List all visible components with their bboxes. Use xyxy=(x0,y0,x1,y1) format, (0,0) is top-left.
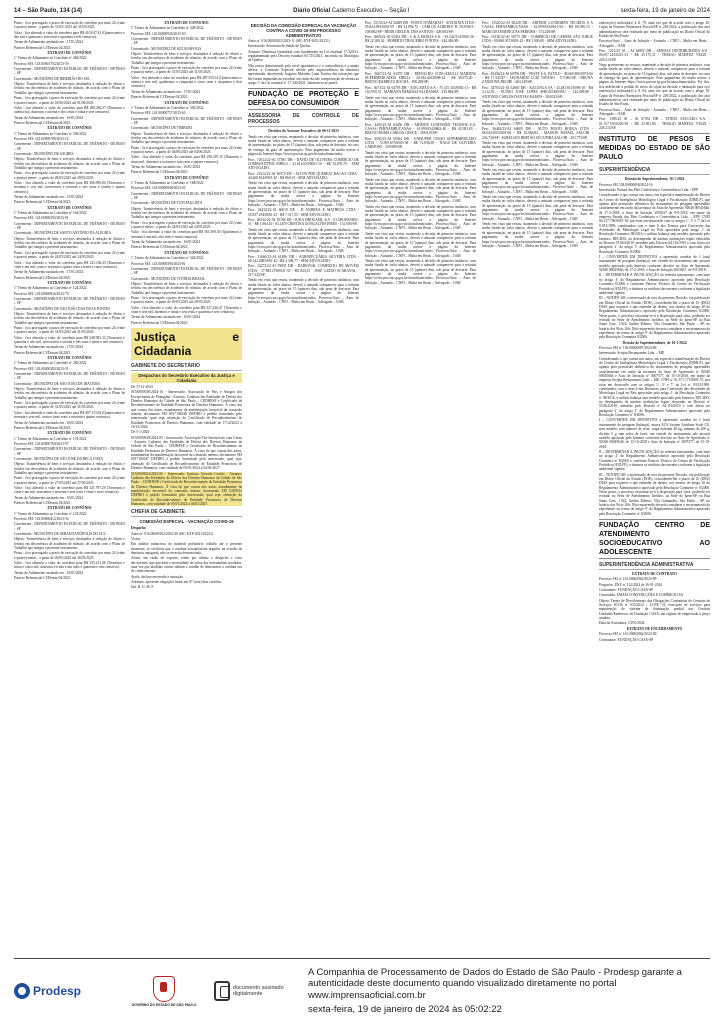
decision-paragraph: I – CONVERTER EM DEFINITIVA a apreensão cautelar de 1 (um) instrumento de pesagem (balança), marca ACS System Attribute Scale CE, sem modelo, sem número de série, carga máxima 40 kg, mínima de 200 g, divisão 5 g sem selos de lacre, em virtude do instrumento não possuir modelo aprovado pelo Inmetro conforme descrito no Auto de Apreensão nº 92040 00045646, de 15-10-2018 e Auto de Infração nº 3007377, de 15-10-2018; xyxy=(599,418,710,449)
section-title-fundacao-casa: FUNDAÇÃO CENTRO DE ATENDIMENTO SOCIOEDUCATIVO AO ADOLESCENTE xyxy=(599,519,710,559)
procon-repeat-paragraph: Tendo em vista que restou, mantendo a decisão de primeira instância, com multa fixada no valor abaixo, deverá o autuado comparecer para a retirada de apresentação, no prazo de 15 (quinze) dias, sob pena de descarte. Para pagamento da multa acesse a página da Internet https://www.procon.sp.gov.br/autosfinanciados. Processo/Auto – Auto de Infração – Autuado – CNPJ – Multa em Reais – Advogado – OAB xyxy=(365,44,476,71)
extract-line: Conveniado : MUNICÍPIO DE SÃO JOÃO DAS DUAS PONTES xyxy=(14,306,111,311)
prodesp-logo xyxy=(14,983,114,999)
procon-process-item: Proc. 4402/23-AI 64456 DB - ARTHUR LUNDGREN TECIDOS S.A. CASAS PERNAMBUCANAS - 61.099.834/0862-40 - R$ 43.383,83 - BRUNO BORIS CARLOS CROCE - 258.819/SP; xyxy=(365,122,476,136)
section-title-justica: Justiça e Cidadania xyxy=(131,328,242,360)
page-date: sexta-feira, 19 de janeiro de 2024 xyxy=(620,8,710,14)
subsection-administrativa: SUPERINTENDÊNCIA ADMINISTRATIVA xyxy=(599,562,710,570)
decision-paragraph: II – DETERMINAR A INUTILIZAÇÃO da referida instrumento, com base no artigo 4º do Regulamento Administrativo aprovado pela Resolução Conmetro 8/2006 e conforme Parecer Técnico do Centro de Verificação Periódica (ANLFF), e destinar os resíduos decorrentes conforme a legislação ambiental vigente; xyxy=(599,273,710,295)
procon-process-item: Proc. 26542/22-AI 10186 DE - RAIA DROGASIL S/A - 61.585.865/0001-51 - R$ 1.064,10 - ELLEN CRISTINA GONÇALVES PIRES - 131.600/SP; xyxy=(248,217,359,227)
vistos: Vistos. xyxy=(131,536,141,541)
extract-line: Parecer Referencial CJ/Detran 04/2023 xyxy=(131,245,188,250)
decision-heading: Decisão do Superintendente, de 16-1-2024 xyxy=(622,340,687,345)
extract-line: Termo de Aditamento assinado em : 16/01/2024 xyxy=(14,420,84,425)
procon-repeat-paragraph: Tendo em vista que restou, mantendo a decisão de primeira instância, com multa fixada no valor abaixo, deverá o autuado comparecer para a retirada de apresentação, no prazo de 15 (quinze) dias, sob pena de descarte. Para pagamento da multa acesse a página da Internet https://www.procon.sp.gov.br/autosfinanciados. Processo/Auto – Auto de Infração – Autuado – CNPJ – Multa em Reais – Advogado – OAB xyxy=(482,168,593,194)
despacho-date: De 17-12-2023 xyxy=(131,384,153,389)
procon-process-item: Proc. 3667/22-AI 63379 DB - REINALDO CONCAROLLI MARTINS SUPERMERCADOS EIRELI - 20.944.403/0008-44 - R$ 30.075,20 - BRUNO BARRETO ROCHA - 398.298/SP; xyxy=(365,71,476,85)
extract-line: Objeto: Transferência de bens e serviços destinados à redução de óbitos e feridos em decorrência de acidentes de trânsito, de acordo com o Plano de Trabalho que integra o presente instrumento. xyxy=(14,462,125,475)
comissao-paragraph: Intí. R. G. M. F. xyxy=(131,585,154,590)
extract-line: Objeto: Transferência de bens e serviços destinados à redução de óbitos e feridos em decorrência de acidentes de trânsito, de acordo com o Plano de Trabalho que integra o presente instrumento. xyxy=(14,537,125,551)
extract-line: Valor : fica alterado o valor do convênio para R$ 348.983,33 (Trezentos e quarenta e oito mil, novecentos e oitenta e três reais e trinta e três centavos). xyxy=(14,335,125,344)
extract-heading: EXTRATO DE CONVÊNIO xyxy=(47,431,92,436)
page-footer xyxy=(14,962,710,1020)
extract-line: 1º Termo de Aditamento ao Convênio nº 168/2022 xyxy=(131,181,204,185)
paper-title: Diário Oficial Caderno Executivo – Seção I xyxy=(293,8,410,14)
extract-line: Convenente : DEPARTAMENTO ESTADUAL DE TRÂNSITO - DETRAN – SP xyxy=(14,372,125,381)
extract-line: Prazo : fica prorrogado o prazo de execução do convênio por mais 24 (vinte e quatro) meses , a partir de 31/05/2023 até 31/05/2025. xyxy=(14,325,125,335)
extract-line: Valor : fica alterado o valor do convênio para R$ 321.797,29 (Trezentos e vinte e um mil, setecentos e noventa e sete reais e vinte e nove centavos). xyxy=(14,485,125,495)
extract-line: Processo SEI: 143.00000757/2023-63 xyxy=(131,111,186,116)
vacinacao-paragraph: Assunto: Denúncia formulada com fundamento na Lei estadual 17.320/21, regulamentada pelo Decreto estadual 65.725/2021, incorrida no Município de Queluz. xyxy=(248,49,359,63)
procon-process-item: Proc. 34272/22-AI 59835 DB - RADIONAL COMERCIO DE MOVEIS LTDA - 57.885.278/0021-35 - R$ 843,35 - JOSÉ GUIDO SCARANAL - 217.325/SP; xyxy=(248,264,359,278)
columns xyxy=(14,21,710,953)
extract-line: Valor : fica alterado o valor do convênio para R$ 335.231,48 (Trezentos e trinta e cinco mil, duzentos e trinta e um reais e quarenta e oito centavos). xyxy=(14,561,125,570)
extract-line: Valor : fica alterado o valor do convênio para R$ 561.008,30 (Quinhentos e sessenta e um mil, oito reais e trinta centavos). xyxy=(131,230,242,239)
extract-line: Termo de Aditamento assinado em : 16/01/2024 xyxy=(131,240,201,245)
extract-line: Parecer Referencial CJ/Detran 04/2023 xyxy=(131,320,188,325)
decision-paragraph: Interessado: Paraná dos Pães Confeitaria e Conveniência Ltda. - EPP xyxy=(599,187,699,192)
extract-heading: EXTRATO DE CONVÊNIO xyxy=(164,175,209,180)
state-crest-icon xyxy=(153,976,175,1002)
closure-extract-heading: EXTRATO DE ENCERRAMENTO xyxy=(626,626,683,631)
subsection-gabinete: GABINETE DO SECRETÁRIO xyxy=(131,363,242,371)
procon-repeat-paragraph: Tendo em vista que restou, mantendo a decisão de primeira instância, com multa fixada no valor abaixo, deverá o autuado comparecer para a retirada de apresentação, no prazo de 15 (quinze) dias, sob pena de descarte. Para pagamento da multa acesse a página da Internet https://www.procon.sp.gov.br/autosfinanciados. Processo/Auto – Auto de Infração – Autuado – CNPJ – Multa em Reais – Advogado – OAB xyxy=(248,278,359,305)
procon-repeat-paragraph: Tendo em vista que restou, mantendo a decisão de primeira instância, com multa fixada no valor abaixo, deverá o autuado comparecer para a retirada de apresentação, no prazo de 15 (quinze) dias, sob pena de descarte. Para pagamento da multa acesse a página da Internet https://www.procon.sp.gov.br/autosfinanciados. Processo/Auto – Auto de Infração – Autuado – CNPJ – Multa em Reais – Advogado – OAB xyxy=(482,195,593,221)
comissao-paragraph: Em análise minuciosa do material probatório colhido até o presente momento, se verificou que a conduta extrapolatória arguida, na ocasião da denúncia inaugural, não se revestiu demonstrada. xyxy=(131,542,242,555)
extract-line: Objeto: Transferência de bens e serviços destinados à redução de óbitos e feridos em decorrência de acidentes de trânsito, de acordo com o Plano de Trabalho que integra o presente instrumento. xyxy=(14,387,125,400)
extract-line: Prazo : fica prorrogado o prazo de execução do convênio por mais 24 (vinte e quatro) meses , a partir de 24/05/2023 até 24/05/2025. xyxy=(131,220,242,230)
extract-line: Prazo : fica prorrogado o prazo de execução do convênio por mais 24 (vinte e quatro) meses , a partir de 31/05/2023 até 31/05/2025. xyxy=(131,66,242,75)
vacinacao-paragraph: Autos nº 016.00000102/2023-11 (SIC-EXP-2021/02121) xyxy=(248,39,331,43)
extract-line: Termo de Aditamento assinado em : 16/01/2024 xyxy=(131,315,201,320)
procon-process-item: Proc. 16130/22-AI 56775 DB - COMERCIO DE CARNES SÃO JORGE LTDA - 00.868.037/0001-43 - R$ 1.000,00 - SEM ADVOGADO; xyxy=(482,35,593,44)
extract-line: Conveniado : MUNICÍPIO DE RIBEIRÃO DO SUL xyxy=(14,76,91,81)
procon-repeat-paragraph: Tendo em vista que restou, mantendo a decisão de primeira instância, com multa fixada no valor abaixo, deverá o autuado comparecer para a retirada de apresentação, no prazo de 15 (quinze) dias, sob pena de descarte. Para pagamento da multa acesse a página da Internet https://www.procon.sp.gov.br/autosfinanciados. Processo/Auto – Auto de Infração – Autuado – CNPJ – Multa em Reais – Advogado – OAB xyxy=(482,140,593,167)
extract-line: Processo SEI: 143.00000948/2023-05 xyxy=(131,186,186,191)
procon-repeat-paragraph: Tendo em vista que restou, mantendo a decisão de primeira instância, com multa fixada no valor abaixo, deverá o autuado comparecer para a retirada de apresentação, no prazo de 15 (quinze) dias, sob pena de descarte. Para pagamento da multa acesse a página da Internet https://www.procon.sp.gov.br/autosfinanciados. Processo/Auto – Auto de Infração – Autuado – CNPJ – Multa em Reais – Advogado – OAB xyxy=(482,44,593,71)
extract-line: Conveniado : MUNICÍPIO DE SEBASTIANÓPOLIS DO SUL xyxy=(14,532,106,537)
government-logo xyxy=(114,976,214,1007)
extract-line: 1º Termo de Aditamento ao Convênio nº 484/2022 xyxy=(14,56,87,61)
procon-process-item: Proc. 30456/22-AI 60706 DB - VESTE S.A. ESTILO - 49.669.856/0074-60 - R$ 17.543,87 - LEONARDO LUIZ TAVANO - 173.965/SP - BRUNA ZANDONA BECHE - 463.349/SP; xyxy=(482,71,593,85)
column-1 xyxy=(14,21,125,953)
procon-process-item: Proc. 4592/23-AI 65564 DB - UNISUPER UNIAO SUPERMERCADO LTDA - 72.995.673/0003-38 - R$ 72.838,38 - TIAGO DE OLIVEIRA CARDOSO - 359.689/SP; xyxy=(365,136,476,150)
extract-line: 1º Termo de Aditamento ao Convênio nº 365/2022 xyxy=(14,361,87,366)
despacho-paragraph: 015/0000018/2024-05 - Interessado: Associação The Invencíveis com Causa - Assunto: Cadastro das Entidades de Defesa dos Direitos Humanos da Cidade de São Paulo – CEDHESP e Certificado de Reconhecimento de Entidade Promotora de Direitos Humanos. À vista do que consta dos autos, notadamente da manifestação favorável da comissão interna, documento SEI 0017182047 DEFIRO o pedido formulado pelo interessado, qual seja, obtenção do Certificado de Reconhecimento de Entidade Promotora de Direitos Humanos, com validade de 05/01/2024 a 04/01/2027. xyxy=(131,435,242,471)
comissao-paragraph: Ayrês, declaro encerrada a instrução. xyxy=(131,574,184,579)
extract-line: Objeto: Transferência de bens e serviços destinados à redução de óbitos e feridos em decorrência de acidentes de trânsito, de acordo com o Plano de Trabalho que integra o presente instrumento. xyxy=(14,236,125,250)
extract-line: Termo de Aditamento assinado em : 16/01/2024 xyxy=(14,495,84,500)
extract-line: Convenente : DEPARTAMENTO ESTADUAL DE TRÂNSITO - DETRAN – SP xyxy=(14,447,125,456)
extract-line: Processo SEI: 143.00000392/2023-91 xyxy=(14,216,69,221)
comissao-paragraph: Ademais, apresente alegações finais em 07 (sete) dias corridos. xyxy=(131,580,222,585)
extract-line: Convenente : DEPARTAMENTO ESTADUAL DE TRÂNSITO - DETRAN – SP xyxy=(14,296,125,306)
extract-line: Termo de Aditamento assinado em : 16/01/2024 xyxy=(14,115,84,120)
autos-number: Autos nº 016.00000102/2023-40 (SIC-EXP-2021/02221) xyxy=(131,531,214,536)
prodesp-icon xyxy=(14,983,30,999)
extract-line: Valor : fica alterado o valor do convênio para R$ 410.047,43 (Quatrocentos e dez mil e quarenta e sete reais e quarenta e três centavos). xyxy=(14,30,125,40)
extract-heading: EXTRATO DE CONVÊNIO xyxy=(164,100,209,105)
extract-line: 1º Termo de Aditamento ao Convênio nº 428/2022 xyxy=(131,26,204,31)
extract-line: Convenente : DEPARTAMENTO ESTADUAL DE TRÂNSITO - DETRAN – SP xyxy=(131,116,242,125)
extract-line: Convenente : DEPARTAMENTO ESTADUAL DE TRÂNSITO - DETRAN – SP xyxy=(131,266,242,276)
procon-paragraph: endereço(s) indicado(s) à fl. 79, uma vez que de acordo com o artigo 10, Caput da Portaria Normativa Procon/SP nº 229/2022, a publicação dos atos administrativos será realizada por meio de publicação no Diário Oficial do Estado de São Paulo. xyxy=(599,21,710,39)
column-3 xyxy=(248,21,359,953)
extract-line: 1º Termo de Aditamento ao Convênio nº 164/2022 xyxy=(14,211,87,216)
extract-line: Valor : fica alterado o valor do convênio para R$ 280.282,37 (Duzentos e oitenta mil, duzentos e oitenta e dois reais e trinta e sete centavos). xyxy=(14,105,125,115)
extract-line: Processo SEI: 143.00000760/2023-97 xyxy=(14,441,69,446)
extract-line: Parecer Referencial CJ/Detran 04/2023 xyxy=(14,501,71,505)
extract-heading: EXTRATO DE CONVÊNIO xyxy=(47,126,92,131)
procon-paragraph: Proc. 1212/23 AI – AI 64892 DB – SENDAS DISTRIBUIDORA S/A - 06.057.223/0221-23 - R$ 25.175,31 - THIAGO MAHFUZ VEZZI - 228.213/SP. xyxy=(599,49,710,62)
extract-line: Objeto: Transferência de bens e serviços destinados à redução de óbitos e feridos em decorrência de acidentes de trânsito, de acordo com o Plano de Trabalho que integra o presente instrumento. xyxy=(131,206,242,220)
procon-process-item: Proc. 3673/22-AI 64795 DB - ATACADÃO S/A - 75.315.333/0082-15 - R$ 116.959,12 - MARIANA DEMOZZI SALDANHA - 255.884/SP; xyxy=(365,85,476,95)
comissao-paragraph: Assim, em razão do exposto, tenho por ultimo o despacho e vitos decorrentes, que prevêem e necessidade de oitiva das testemunhas arroladas, uma vez que aludidas oitivas tinham o condão de demonstrar a conduta ora de conhecimento. xyxy=(131,556,242,574)
extract-heading: EXTRATO DE CONVÊNIO xyxy=(164,250,209,255)
contract-line: Pregoeiro: DSV nº 112/2024 de 16-01-2024 xyxy=(599,582,663,587)
extract-heading: EXTRATO DE CONVÊNIO xyxy=(47,280,92,285)
extract-line: Prazo : fica prorrogado o prazo de execução do convênio por mais 24 (vinte e quatro) meses , a partir de 31/05/ 2023 até 31/05/2025. xyxy=(14,21,125,30)
page-number: 14 – São Paulo, 134 (14) xyxy=(14,8,83,14)
despacho-heading: Despachos do Secretário Executivo da Justiça e Cidadania xyxy=(131,373,242,383)
contract-extract-heading: EXTRATO DE CONTRATO xyxy=(632,572,677,577)
extract-line: Valor : fica alterado o valor do convênio para R$ 221.164,35 (Duzentos e vinte e um mil, cento e sessenta e quatro reais e trinta e cinco centavos). xyxy=(14,260,125,269)
extract-line: Termo de Aditamento assinado em : 17/01/2024 xyxy=(14,40,84,45)
extract-line: Prazo : fica prorrogado o prazo de execução do convênio por mais 24 (vinte e quatro) meses , a partir de 26/05/2023 até 26/05/2025. xyxy=(14,551,125,560)
decision-paragraph: Interessado: Scripta Restaurantes Ltda. – ME xyxy=(599,351,665,356)
extract-line: Conveniado : MUNICÍPIO DE SÃO JOÃO DE IRACEMA xyxy=(14,381,101,386)
extract-line: Objeto: Transferência de bens e serviços destinados à redução de óbitos e feridos em decorrência de acidentes de trânsito, de acordo com o Plano de Trabalho que integra o presente instrumento. xyxy=(14,82,125,95)
decision-paragraph: III – NOTIFICAR o interessado do teor da presente Decisão, via publicação em Diário Oficial do Estado (DOE), concedendo-lhe o prazo de 10 (DEZ) DIAS para requerer o que entender de direito, nos termos do artigo 20 do Regulamento Administrativo aprovado pela Resolução Conmetro 8/2006. Neste prazo, o processo encontrar-se-á à disposição para vista, podendo ser retirado no Setor de Atendimento Jurídico, na Sede do Ipem-SP, na Rua Santa Cruz, 1.922, Jardim Ribeiro, Vila Guimarães, São Paulo – SP, no horário das 9h às 16h. Não requerendo devesta considerar o encerramento do expediente, no termo do artigo 9º do Regulamento Administrativo aprovado pela Resolução Conmetro 8/2006. xyxy=(599,296,710,340)
extract-line: Prazo : fica prorrogado o prazo de execução do convênio por mais 24 (vinte e quatro) meses , a partir de 31/05/2023 até 31/05/2025. xyxy=(14,401,125,410)
extract-line: Processo SEI: 143.00000943/2023-70 xyxy=(14,291,69,296)
extract-line: Processo SEI: 143.00001702/2023-59 xyxy=(14,61,69,66)
closure-line: Contratante: FUNDAÇÃO CASA-SP xyxy=(599,637,654,642)
procon-process-item: Proc. 31660/22-AI 61486 DB - AGROPECUÁRIA SILVEIRA LTDA - 68.142.288/0001-42 - R$ 3.308,77 - SEM ADVOGADO; xyxy=(248,254,359,264)
contract-line: Processo SEI nº 161.00062962/2023-89 xyxy=(599,577,657,582)
extract-line: 1º Termo de Aditamento ao Convênio nº 336/2022 xyxy=(14,131,87,136)
despacho-paragraph: 015/0000024/2023-82 - Interessado: Instituto Avivado Cristão - Assunto: Cadastro das Entidades de Defesa dos Direitos Humanos da Cidade de São Paulo – CEDHESP e Certificado de Reconhecimento de Entidade Promotora de Direitos Humanos. À vista do que consta dos autos, notadamente da manifestação favorável da comissão interna, documento SEI 0200914 DEFIRO o pedido formulado pelo interessado, qual seja, obtenção do Certificado de Reconhecimento de Entidade Promotora de Direitos Humanos, com validade de 05/01/2024 a 04/01/2027. xyxy=(131,471,242,506)
procon-process-item: Proc. 36462/22-AI 64605 DB - AUTO POSTO BOEGA LTDA - 06.044.655/0001-06 - R$ 10.966,92 - MAISON RAFAEL SALCHI - 234.730/SP - SURELLEN BERTÃO SUCUPIRA SALCHI - 203.773/SP; xyxy=(482,126,593,140)
extract-line: Conveniado : MUNICÍPIO DE SANTO ANTÔNIO DA ALEGRIA xyxy=(14,231,112,236)
column-2 xyxy=(131,21,242,953)
procon-repeat-paragraph: Tendo em vista que restou, mantendo a decisão de primeira instância, com multa fixada no valor abaixo, deverá o autuado comparecer para a retirada de apresentação, no prazo de 15 (quinze) dias, sob pena de descarte. Para pagamento da multa acesse a página da Internet https://www.procon.sp.gov.br/autosfinanciados. Processo/Auto – Auto de Infração – Autuado – CNPJ – Multa em Reais – Advogado – OAB xyxy=(365,150,476,177)
extract-line: Termo de Aditamento assinado em : 15/01/2024 xyxy=(14,195,84,200)
extract-line: Convenente : DEPARTAMENTO ESTADUAL DE TRÂNSITO - DETRAN – SP xyxy=(131,191,242,201)
extract-line: 1º Termo de Aditamento ao Convênio nº 344/2022 xyxy=(131,256,204,261)
extract-line: Termo de Aditamento assinado em : 16/01/2024 xyxy=(131,164,201,169)
extract-line: Valor : fica alterado o valor do convênio para R$ 366.996,84 (Trezentos e sessenta e seis mil, novecentos e noventa e seis reais e oitenta e quatro centavos). xyxy=(14,181,125,194)
extract-line: Convenente : DEPARTAMENTO ESTADUAL DE TRÂNSITO - DETRAN – SP xyxy=(14,221,125,231)
extract-line: Prazo : fica prorrogado o prazo de execução do convênio por mais 24 (vinte e quatro) meses , a partir de 04/06/2023 até 04/06/2025. xyxy=(131,145,242,154)
extract-line: Parecer Referencial CJ/Detran 04/2023 xyxy=(14,576,71,581)
contract-line: Data da Assinatura: 15/01/2024 xyxy=(599,621,645,626)
extract-line: Conveniado : MUNICÍPIO DE TIMBURI xyxy=(131,126,192,131)
decision-paragraph: II – DETERMINAR A INUTILIZAÇÃO da referida instrumento, com base no artigo 4º do Regulamento Administrativo aprovado pela Resolução Conmetro nº 8/2006 e conforme Parecer Técnico do Centro de Verificação Periódica (ANLFF), e destinar os resíduos decorrentes conforme a legislação ambiental vigente; xyxy=(599,449,710,472)
procon-paragraph: Processo/Auto – Auto de Infração - Autuado – CNPJ – Multa em Reais – Advogado – OAB xyxy=(599,107,710,116)
extract-line: Prazo : fica prorrogado o prazo de execução do convênio por mais 24 (vinte e quatro) meses , a partir de 24/05/2023 até 24/05/2025. xyxy=(14,250,125,260)
decision-paragraph: Considerando o que consta nos autos, em especial a manifestação do Diretor do Centro de Inteligência Metrológica Legal e Fiscalização (DIMLF), que opinou pela permissão definitiva do instrumento de pesagem apreendido cautelarmente em razão da lavratura do Auto de Apreensão nº 92040 00045646 e Auto de Infração nº 3007377, de 15-10-2018, em nome da empresa Scripta Restaurantes Ltda. – ME, CNPJ nº 01.571.171/0001-57, por estar em desacordo com os artigos 1º, 5º e 7º da Lei nº 9.933/1999, combinados com o item 6 das Diretrizes para Conversão das Atividades de Metrologia Legal no País aprovadas pela artigo 1º da Resolução Conmetro nº 08/2016, e utilizar balança sem modelo aprovado pelo Inmetro, DECIDO, no desempenho de minhas atribuições legais elencadas no Decreto nº 55.864/2010, atendido pelo Decreto nº 64.116/2019 e com fulcro no parágrafo 2º do artigo 5º do Regulamento Administrativo aprovado pela Resolução Conmetro nº 8/2006: xyxy=(599,356,710,418)
extract-line: Conveniado : MUNICÍPIO DE SÃO JOSÉ DA BELA VISTA xyxy=(14,456,104,461)
extract-line: Convenente : DEPARTAMENTO ESTADUAL DE TRÂNSITO - DETRAN – SP xyxy=(131,37,242,46)
procon-paragraph: Nego provimento ao recurso, mantendo a decisão de primeira instância, com multa fixada no valor abaixo, deverá o autuado comparecer para a retirada de apresentação, no prazo de 15 (quinze) dias, sob pena de descarte, no caso de entrega da guia de apresentação. Para pagamento da multa acesse a página da Internet https://www.procon.sp.gov.br/autosfinanciados. Por fim, fica indeferido o pedido de envio de cópia da decisão e intimação para o(s) endereço(s) indicado(s) à fl. 94, uma vez que de acordo com o artigo 10, Caput da Portaria Normativa Procon/SP nº 229/2022, a publicação dos atos administrativos será realizada por meio de publicação no Diário Oficial do Estado de São Paulo. xyxy=(599,63,710,107)
section-title-ipem: INSTITUTO DE PESOS E MEDIDAS DO ESTADO DE SÃO PAULO xyxy=(599,133,710,164)
extract-line: Prazo : fica prorrogado o prazo de execução do convênio por mais 24 (vinte e quatro) meses , a partir de 28/05/2023 até 28/05/2025. xyxy=(14,171,125,180)
despacho-paragraph: 015/0000018/2024-16 - Interessado: Associação de Pais e Amigos dos Excepcionais de Pirangaba - Assunto: Cadastro das Entidades de Defesa dos Direitos Humanos da Cidade de São Paulo – CEDHESP e Certificado de Reconhecimento de Entidade Promotora de Direitos Humanos. À vista dos que consta dos autos, notadamente da manifestação favorável da comissão interna, documento SEI 0017108348 DEFIRO o pedido formulado pelo interessado, qual seja, obtenção do Certificado de Reconhecimento de Entidade Promotora de Direitos Humanos, com validade de 17/12/2023 a 16/12/2026. xyxy=(131,390,242,430)
legal-text: A Companhia de Processamento de Dados do Estado de São Paulo - Prodesp garante a autenticidade deste documento quando visualizado diretamente no portal www.imprensaoficial.com.br xyxy=(308,966,682,1001)
extract-line: Prazo : fica prorrogado o prazo de execução do convênio por mais 24 (vinte e quatro) meses , a partir de 29/05/2023 até 29/05/2025. xyxy=(131,295,242,305)
procon-process-item: Proc. 34703/22-AI 52865 DB - KALUNGA SA - 43.283.811/0096-10 - R$ 3.112,93 - PLÍNIO JOSÉ LOPES SHIGUEMATSU - 144.399/SP - ANTONIO CARLOS DANTAS RAMOS - 184.023/SP; xyxy=(482,85,593,99)
column-5 xyxy=(482,21,593,953)
procon-repeat-paragraph: Tendo em vista que restou, mantendo a decisão de primeira instância, com multa fixada no valor abaixo, deverá o autuado comparecer para a retirada de apresentação, no prazo de 15 (quinze) dias, sob pena de descarte. Para pagamento da multa acesse a página da Internet https://www.procon.sp.gov.br/autosfinanciados. Processo/Auto – Auto de Infração – Autuado – CNPJ – Multa em Reais – Advogado – OAB xyxy=(365,231,476,258)
procon-paragraph: Proc. 1383/23 AI – AI 67055 DB – TENDA ATACADO S.A. - 01.157.555/0220-39 - R$ 52.691,80 - THIAGO MAHFUZ VEZZI - 228.213/SP. xyxy=(599,117,710,130)
procon-paragraph: Processo/Auto – Auto de Infração - Autuado – CNPJ – Multa em Reais – Advogado – OAB xyxy=(599,39,710,48)
extract-line: 1º Termo de Aditamento ao Convênio nº 123/2022 xyxy=(14,511,87,516)
procon-process-item: Proc. 23312/22-AI 60570 DE - ALTON PDE QUEIROZ RACAO LTDA - 44.608.814/0001-20 - R$ 860,15 - SEM ADVOGADO; xyxy=(248,171,359,180)
extract-heading: EXTRATO DE CONVÊNIO xyxy=(164,21,209,25)
extract-line: Processo SEI: 143.00000926/2023-03 xyxy=(131,31,186,36)
extract-line: Termo de Aditamento assinado em : 16/01/2024 xyxy=(14,570,84,575)
extract-line: Conveniado : MUNICÍPIO DE SAGRES xyxy=(14,151,74,156)
procon-process-item: Proc. 24432/22-AI 60010 DE - D ANDREA E MATHEUS LTDA - 35.837.294/0001-25 - R$ 7.317,55 - SEM ADVOGADO; xyxy=(248,208,359,217)
extract-line: Parecer Referencial CJ/Detran 04/2023 xyxy=(14,350,71,355)
procon-repeat-paragraph: Tendo em vista que restou, mantendo a decisão de primeira instância, com multa fixada no valor abaixo, deverá o autuado comparecer para a retirada de apresentação, no prazo de 15 (quinze) dias, sob pena de descarte. Para pagamento da multa acesse a página da Internet https://www.procon.sp.gov.br/autosfinanciados. Processo/Auto – Auto de Infração – Autuado – CNPJ – Multa em Reais – Advogado – OAB xyxy=(365,177,476,204)
procon-repeat-paragraph: Tendo em vista que restou, mantendo a decisão de primeira instância, com multa fixada no valor abaixo, deverá o autuado comparecer para a retirada de apresentação, no prazo de 15 (quinze) dias, sob pena de descarte. Para pagamento da multa acesse a página da Internet https://www.procon.sp.gov.br/autosfinanciados. Processo/Auto – Auto de Infração – Autuado – CNPJ – Multa em Reais – Advogado – OAB xyxy=(365,95,476,122)
procon-repeat-paragraph: Tendo em vista que restou, mantendo a decisão de primeira instância, com multa fixada no valor abaixo, deverá o autuado comparecer para a retirada de apresentação, no prazo de 15 (quinze) dias, sob pena de descarte. Para pagamento da multa acesse a página da Internet https://www.procon.sp.gov.br/autosfinanciados. Processo/Auto – Auto de Infração – Autuado – CNPJ – Multa em Reais – Advogado – OAB xyxy=(365,204,476,231)
footer-rule xyxy=(14,958,710,959)
decision-paragraph: Considerando o que consta nos autos, em especial a manifestação do Diretor do Centro de Inteligência Metrológica Legal e Fiscalização (DIMLF), que opinou pela permissão definitiva do instrumento de pesagem apreendido cautelarmente em razão da lavratura do Auto de Apreensão 92040 00045646, de 17-2-2018, o Auto de Infração 3053637 de 9-8-2018, em nome da empresa Parada dos Pães Confeitaria e Conveniência Ltda. – EPP, CNPJ 04.137.796/0001-18, por estar em desacordo com os artigos 1º, 5º e 7º da Lei 9.933/1999, combinados com o item 6 dos Termos para Conversão das Atividades de Metrologia Legal no País aprovadas pela artigo 1º da Resolução Conmetro 08/2016, e utilizar balança sem modelo aprovado pelo Inmetro, DECIDO, no desempenho de minhas atribuições legais elencadas no Decreto 55.864/2010, atendido pelo Decreto 64.116/2019 e com fulcro no parágrafo 2º do artigo 5º do Regulamento Administrativo aprovado pela Resolução Conmetro 8/2006: xyxy=(599,193,710,254)
extract-line: Parecer Referencial CJ/Detran 04/2023 xyxy=(131,95,188,100)
decision-paragraph: Processo SEI 138.00000090/2024-16 xyxy=(599,182,653,187)
contract-line: Contratante: FUNDAÇÃO CASA-SP xyxy=(599,588,654,593)
extract-line: Parecer Referencial CJ/Detran 04/2023 xyxy=(14,425,71,430)
extract-heading: EXTRATO DE CONVÊNIO xyxy=(47,51,92,56)
government-label: GOVERNO DO ESTADO DE SÃO PAULO xyxy=(131,1002,197,1007)
extract-heading: EXTRATO DE CONVÊNIO xyxy=(47,205,92,210)
vacinacao-paragraph: Não restou demonstrado pelo nível quantitativo e o contraditório e a ampla defesa, a Comissão Especial decide pela improcedência da denúncia apresentada, absolvendo Augusto Marinho Lima Texeira das acusações que lhe foram imputadas na exordial, em razão da não comprovação de ofensa ao artigo 1º da Lei estadual nº 17.320/2021. Intimem-se as partes. xyxy=(248,63,359,86)
extract-line: Convenente : DEPARTAMENTO ESTADUAL DE TRÂNSITO - DETRAN – SP xyxy=(14,522,125,531)
extract-line: Valor : fica alterado o valor do convênio para R$ 487.555,52 (Quatrocentos e oitenta e sete mil, quinhentos e cinquenta e cinco reais e cinquenta e dois centavos). xyxy=(131,75,242,89)
publication-timestamp: sexta-feira, 19 de janeiro de 2024 às 05:02:22 xyxy=(308,1004,502,1015)
extract-line: Processo SEI: 143.00000395/2023-81 xyxy=(131,261,186,266)
extract-line: Termo de Aditamento assinado em : 17/01/2024 xyxy=(14,345,84,350)
extract-line: Valor : fica alterado o valor do convênio para R$ 497.113,94 (Quatrocentos e noventa e sete mil, cento e treze reais e noventa e quatro centavos). xyxy=(14,410,125,420)
procon-repeat-paragraph: Tendo em vista que restou, mantendo a decisão de primeira instância, com multa fixada no valor abaixo, deverá o autuado comparecer para a retirada de apresentação, no prazo de 15 (quinze) dias, sob pena de descarte. Para pagamento da multa acesse a página da Internet https://www.procon.sp.gov.br/autosfinanciados. Processo/Auto – Auto de Infração – Autuado – CNPJ – Multa em Reais – Advogado – OAB xyxy=(248,227,359,254)
extract-line: Prazo : fica prorrogado o prazo de execução do convênio por mais 24 (vinte e quatro) meses , a partir de 27/05/2023 até 27/05/2025. xyxy=(14,476,125,485)
contract-line: Contratada: ZMAM CONSTRUÇÕES E COMÉRCIO SA xyxy=(599,593,684,598)
extract-line: Convenente : DEPARTAMENTO ESTADUAL DE TRÂNSITO - DETRAN – SP xyxy=(14,67,125,76)
extract-line: 1º Termo de Aditamento ao Convênio nº 124/2022 xyxy=(14,286,87,291)
digital-signature-seal xyxy=(214,981,294,1001)
procon-process-item: Proc. 3669/22-AI 63414 DB - C & A MODAS S.A. - 45.242.914/0106-36 - R$ 22.390,02 - ROBERTO TRIGUEIRO FONTES - 244.463/SP; xyxy=(365,35,476,44)
procon-repeat-paragraph: Tendo em vista que restou, mantendo a decisão de primeira instância, com multa fixada no valor abaixo, deverá o autuado comparecer para a retirada de apresentação, no prazo de 15 (quinze) dias, sob pena de descarte. Para pagamento da multa acesse a página da Internet https://www.procon.sp.gov.br/autosfinanciados. Processo/Auto – Auto de Infração – Autuado – CNPJ – Multa em Reais – Advogado – OAB xyxy=(482,99,593,126)
subsection-superintendencia: SUPERINTENDÊNCIA xyxy=(599,167,710,175)
extract-line: Conveniado : MUNICÍPIO DE TUPI PAULISTA xyxy=(131,201,203,206)
extract-line: 1º Termo de Aditamento ao Convênio nº 350/2022 xyxy=(131,105,204,110)
procon-repeat-paragraph: Tendo em vista que restou, mantendo a decisão de primeira instância, com multa fixada no valor abaixo, deverá o autuado comparecer para a retirada de apresentação, no prazo de 15 (quinze) dias, sob pena de descarte. Para pagamento da multa acesse a página da Internet https://www.procon.sp.gov.br/autosfinanciados. Processo/Auto – Auto de Infração – Autuado – CNPJ – Multa em Reais – Advogado – OAB xyxy=(248,181,359,207)
assessor-decision-heading: Decisões do Assessor Executivo, de 06-12-2023 xyxy=(268,129,339,134)
procon-process-item: Proc. 15520/22-AI 60228 DB - ARTHUR LUNDGREN TECIDOS S A CASAS PERNAMBUCANAS - 61.099.834/0161-94 - R$ 66.596,74 - MARCOS DOMINGUES PEREIRA - 174.236/SP; xyxy=(482,21,593,34)
page-header xyxy=(14,5,710,17)
assessor-intro: Tendo em vista que restou, mantendo a decisão de primeira instância, com multa fixada no valor abaixo, deverá o autuado comparecer para a retirada de apresentação, no prazo de 15 (quinze) dias, sob pena de descarte, no caso de entrega da guia de apresentação. Para pagamento da multa acesse a página da Internet https://www.procon.sp.gov.br/autosfinanciados. xyxy=(248,134,359,157)
vacinacao-paragraph: DECISÃO DA COMISSÃO ESPECIAL DA VACINAÇÃO CONTRA A COVID-19 EM PROCESSO ADMINISTRATIVO xyxy=(250,23,357,38)
extract-line: Convenente : DEPARTAMENTO ESTADUAL DE TRÂNSITO - DETRAN – SP xyxy=(14,142,125,151)
extract-line: Parecer Referencial CJ/Detran 04/2023 xyxy=(14,200,71,205)
document-seal-icon xyxy=(214,981,230,1001)
subsection-chefia: CHEFIA DE GABINETE xyxy=(131,509,242,517)
prodesp-wordmark: Prodesp xyxy=(33,984,82,998)
authenticity-notice xyxy=(294,967,710,1016)
extract-line: 1º Termo de Aditamento ao Convênio nº 191/2022 xyxy=(14,436,87,441)
extract-line: Conveniado : MUNICÍPIO DE SUZANÁPOLIS xyxy=(131,46,202,51)
decision-paragraph: Processo SEI nº 138.00000087/2024-86 xyxy=(599,345,657,350)
column-6 xyxy=(599,21,710,953)
extract-line: Processo SEI: 143.00000412/2023-54 xyxy=(14,517,69,522)
extract-heading: EXTRATO DE CONVÊNIO xyxy=(47,356,92,361)
section-title-procon: FUNDAÇÃO DE PROTEÇÃO E DEFESA DO CONSUMIDOR xyxy=(248,88,359,110)
extract-line: Valor : fica alterado o valor do convênio para R$ 230.297,15 (Duzentos e trinta mil, duzentos e noventa e sete reais e quinze centavos). xyxy=(131,155,242,164)
procon-repeat-paragraph: Tendo em vista que restou, mantendo a decisão de primeira instância, com multa fixada no valor abaixo, deverá o autuado comparecer para a retirada de apresentação, no prazo de 15 (quinze) dias, sob pena de descarte. Para pagamento da multa acesse a página da Internet https://www.procon.sp.gov.br/autosfinanciados. Processo/Auto – Auto de Infração – Autuado – CNPJ – Multa em Reais – Advogado – OAB xyxy=(482,222,593,248)
despacho-paragraph: De 5-1-2024 xyxy=(131,430,150,435)
extract-line: Termo de Aditamento assinado em : 17/01/2024 xyxy=(131,89,201,94)
extract-line: Objeto: Transferência de bens e serviços destinados à redução de óbitos e feridos em decorrência de acidentes de trânsito, de acordo com o Plano de Trabalho que integra o presente instrumento. xyxy=(131,131,242,145)
contract-line: Objeto: Termo de Devolvimento das Obrigações Contratuais do Contrato de Serviços SCOS nº 035/2022 – LOTE 01, execução de serviços para manutenção do sistema de iluminação predial nas Centrais Unidades/Enderecos da Fundação CASA, em regime de empreitada a preço unitário. xyxy=(599,598,710,621)
extract-line: Parecer Referencial CJ/Detran 04/2023 xyxy=(14,275,71,280)
procon-process-item: Proc. 35153/22-AI 52489 DB - POSTO ITAMARATI - ANANIATA LTDA - 05.824.981/0001-05 - R$ 32.894,75 - CARLOS ALBERTO R. NOVAES - 108.882/SP - HEIDI ODILE B. DOS SANTOS - 449.083/SP; xyxy=(365,21,476,34)
extract-line: Parecer Referencial CJ/Detran 04/2023 xyxy=(131,170,188,175)
extract-line: Valor : fica alterado o valor do convênio para R$ 327.236,47 (Trezentos e vinte e sete mil, duzentos e trinta e seis reais e quarenta e sete centavos). xyxy=(131,305,242,314)
decision-heading: Decisão do Superintendente, 16-1-2024 xyxy=(624,177,685,182)
extract-line: Prazo : fica prorrogado o prazo de execução do convênio por mais 24 (vinte e quatro) meses , a partir de 01/06/2023 até 01/06/2025. xyxy=(14,96,125,105)
decision-paragraph: III – NOTIFICAR o interessado do teor da presente Decisão, via publicação em Diário Oficial do Estado (DOE), concedendo-lhe o prazo de 10 (DEZ) DIAS para requerer o que entender de direito, nos termos do artigo 20 do Regulamento Administrativo aprovado pela Resolução Conmetro nº 8/2006. Neste prazo, o processo encontrar-se-á à disposição para vista, podendo ser retirado no Setor de Atendimento Jurídico, na Sede do Ipem-SP, na Rua Santa Cruz, 1.922, Jardim Ribeiro, Vila Guimarães, São Paulo – SP, no horário das 9h às 16h. Não requerendo devesta considerar o encerramento do expediente, no termo do artigo 9º do Regulamento Administrativo aprovado pela Resolução Conmetro nº 8/2006. xyxy=(599,472,710,516)
procon-process-item: Proc. 10512/22-AI 57385 DB - DAVID DE OLIVEIRA COMERCIO DE COMBUSTÍVEIS EIRELI - 21.614.653/0001-10 - R$ 32.876,70 - SEM ADVOGADO; xyxy=(248,157,359,171)
extract-line: Objeto: Transferência de bens e serviços destinados à redução de óbitos e feridos em decorrência de acidentes de trânsito, de acordo com o Plano de Trabalho que integra o presente instrumento. xyxy=(131,52,242,65)
decision-paragraph: I – CONVERTER EM DEFINITIVA a apreensão cautelar de 1 (um) instrumento de pesagem (balança), em virtude do instrumento não possuir modelo aprovado pelo Inmetro conforme descrito no Auto de Apreensão 92040 00045646, de 17-2-2018, e Auto de Infração 3053637, de 9-8-2018; xyxy=(599,255,710,273)
header-rule xyxy=(14,17,710,18)
extract-line: Termo de Aditamento assinado em : 17/01/2024 xyxy=(14,270,84,275)
comissao-heading: COMISSÃO ESPECIAL - VACINAÇÃO COVID-19 xyxy=(139,519,234,525)
extract-line: Objeto: Transferência de bens e serviços destinados à redução de óbitos e feridos em decorrência de acidentes de trânsito, de acordo com o Plano de Trabalho que integra o presente instrumento. xyxy=(14,311,125,325)
seal-label: documento assinado digitalmente xyxy=(232,984,284,997)
subsection-assessoria: ASSESSORIA DE CONTROLE DE PROCESSOS xyxy=(248,113,359,126)
column-4 xyxy=(365,21,476,953)
despacho-label: Despacho xyxy=(131,526,146,531)
extract-line: Parecer Referencial CJ/Detran 04/2023 xyxy=(14,120,71,125)
extract-line: Objeto: Transferência de bens e serviços destinados à redução de óbitos e feridos em decorrência de acidentes de trânsito, de acordo com o Plano de Trabalho que integra o presente instrumento. xyxy=(131,281,242,295)
extract-line: Processo SEI: 143.00000789/2023-12 xyxy=(14,136,69,141)
extract-heading: EXTRATO DE CONVÊNIO xyxy=(47,506,92,511)
extract-line: Processo SEI: 143.00000382/2023-51 xyxy=(14,366,69,371)
extract-line: Objeto: Transferência de bens e serviços destinados à redução de óbitos e feridos em decorrência de acidentes de trânsito, de acordo com o Plano de Trabalho que integra o presente instrumento. xyxy=(14,157,125,170)
extract-line: Conveniado : MUNICÍPIO DE VITÓRIA BRASIL xyxy=(131,276,205,281)
extract-line: Parecer Referencial CJ/Detran 04/2023 xyxy=(14,45,71,50)
vacinacao-paragraph: Interessado: Secretaria de Saúde de Queluz xyxy=(248,44,311,49)
closure-line: Processo SEI nº 161.00062962/2023-89 xyxy=(599,632,657,637)
procon-repeat-paragraph: Tendo em vista que restou, mantendo a decisão de primeira instância, com multa fixada no valor abaixo, deverá o autuado comparecer para a retirada de apresentação, no prazo de 15 (quinze) dias, sob pena de descarte. Para pagamento da multa acesse a página da Internet https://www.procon.sp.gov.br/autosfinanciados. Processo/Auto – Auto de Infração – Autuado – CNPJ – Multa em Reais – Advogado – OAB xyxy=(365,258,476,285)
